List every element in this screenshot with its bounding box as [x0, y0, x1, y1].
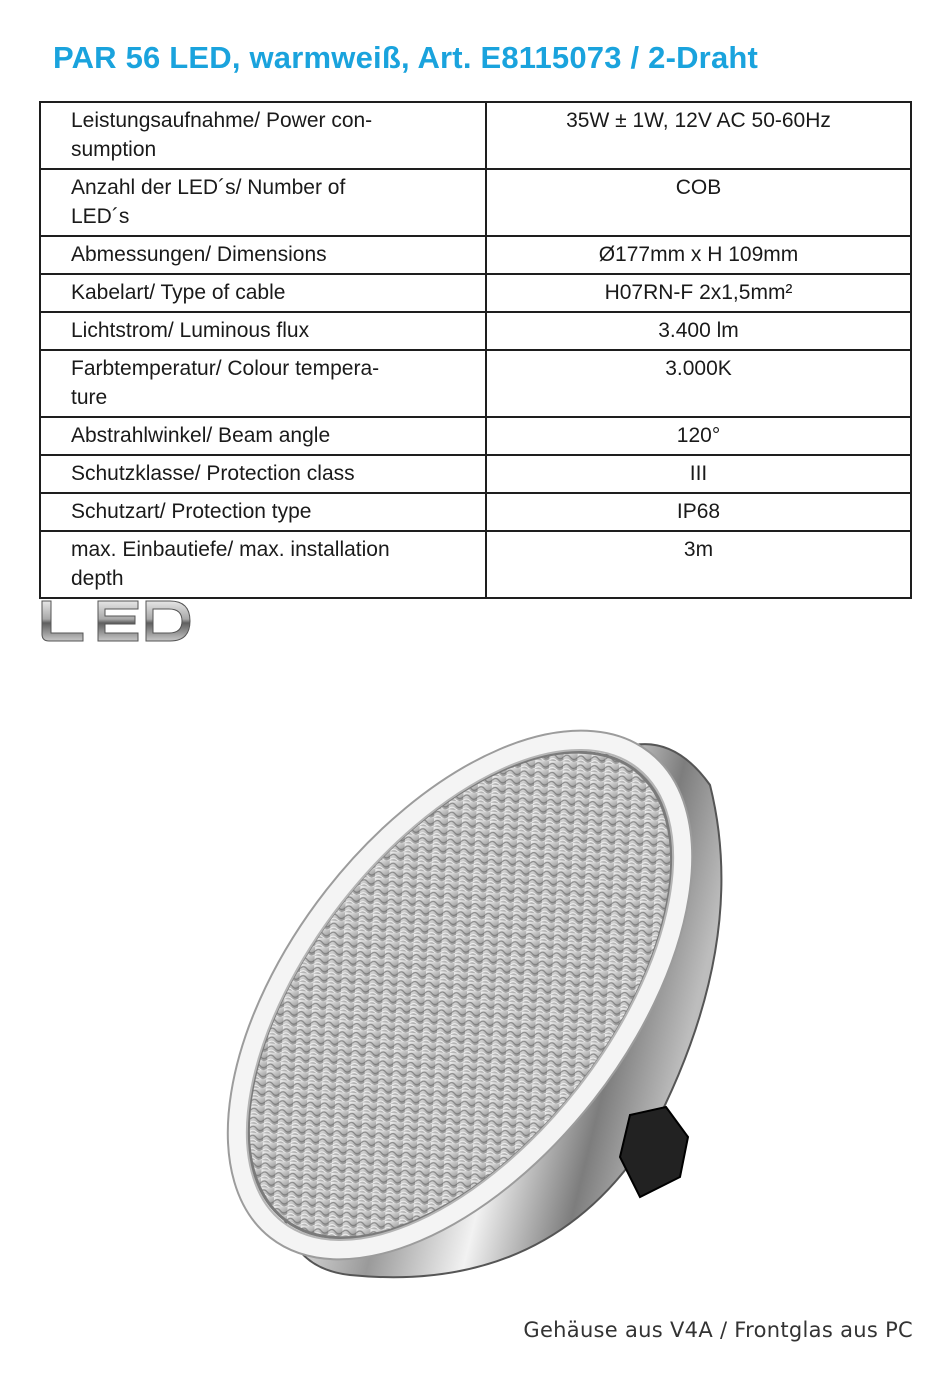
spec-label: Abmessungen/ Dimensions: [40, 236, 486, 274]
spec-row-protection-class: [40, 455, 911, 493]
spec-label: Abstrahlwinkel/ Beam angle: [40, 417, 486, 455]
spec-value: 3m: [486, 531, 911, 598]
spec-label: max. Einbautiefe/ max. installation depth: [40, 531, 486, 598]
spec-value: 3.000K: [486, 350, 911, 417]
spec-value: III: [486, 455, 911, 493]
spec-label: Lichtstrom/ Luminous flux: [40, 312, 486, 350]
spec-row-installation-depth: [40, 531, 911, 598]
spec-value: H07RN-F 2x1,5mm²: [486, 274, 911, 312]
material-caption: Gehäuse aus V4A / Frontglas aus PC: [523, 1318, 913, 1342]
spec-label: Anzahl der LED´s/ Number of LED´s: [40, 169, 486, 236]
spec-row-beam-angle: [40, 417, 911, 455]
spec-table: [39, 101, 912, 599]
spec-value: 35W ± 1W, 12V AC 50-60Hz: [486, 102, 911, 169]
spec-row-protection-type: [40, 493, 911, 531]
spec-label: Schutzart/ Protection type: [40, 493, 486, 531]
spec-row-colour-temperature: [40, 350, 911, 417]
spec-label: Farbtemperatur/ Colour tempera- ture: [40, 350, 486, 417]
product-title: PAR 56 LED, warmweiß, Art. E8115073 / 2-Draht: [53, 40, 759, 75]
led-logo-icon: [40, 598, 192, 644]
spec-label: Leistungsaufnahme/ Power con- sumption: [40, 102, 486, 169]
spec-row-power: [40, 102, 911, 169]
spec-value: Ø177mm x H 109mm: [486, 236, 911, 274]
spec-row-led-count: [40, 169, 911, 236]
spec-value: COB: [486, 169, 911, 236]
spec-row-dimensions: [40, 236, 911, 274]
spec-row-cable: [40, 274, 911, 312]
spec-label: Schutzklasse/ Protection class: [40, 455, 486, 493]
par56-lamp-icon: [190, 695, 730, 1295]
spec-value: 3.400 lm: [486, 312, 911, 350]
spec-row-luminous-flux: [40, 312, 911, 350]
spec-label: Kabelart/ Type of cable: [40, 274, 486, 312]
spec-value: IP68: [486, 493, 911, 531]
spec-value: 120°: [486, 417, 911, 455]
